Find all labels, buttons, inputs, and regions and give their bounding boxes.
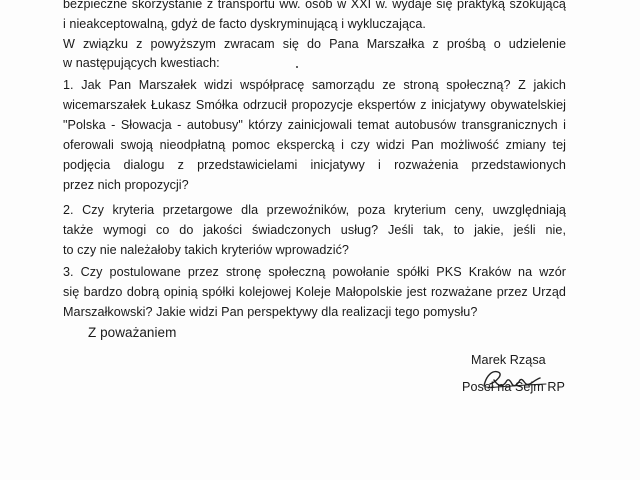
body-line: w następujących kwestiach:: [63, 56, 220, 70]
signatory-title: Poseł na Sejm RP: [462, 380, 565, 394]
scan-speck: [296, 66, 298, 68]
body-line: bezpieczne skorzystanie z transportu ww. osób w XXI w. wydaje się praktyką szokującą: [63, 0, 566, 11]
body-line: i nieakceptowalną, gdyż de facto dyskryminującą i wykluczająca.: [63, 17, 426, 31]
signatory-name: Marek Rząsa: [471, 353, 546, 367]
question-1-line: 1. Jak Pan Marszałek widzi współpracę samorządu ze stroną społeczną? Z jakich: [63, 78, 566, 92]
question-3-line: 3. Czy postulowane przez stronę społeczną powołanie spółki PKS Kraków na wzór: [63, 265, 566, 279]
question-1-line: "Polska - Słowacja - autobusy" którzy zainicjowali temat autobusów transgranicznych i: [63, 118, 566, 132]
question-3-line: Marszałkowski? Jakie widzi Pan perspektywy dla realizacji tego pomysłu?: [63, 305, 478, 319]
body-line: W związku z powyższym zwracam się do Pana Marszałka z prośbą o udzielenie: [63, 37, 566, 51]
question-1-line: wicemarszałek Łukasz Smółka odrzucił propozycje ekspertów z inicjatywy obywatelskiej: [63, 98, 566, 112]
question-2-line: to czy nie należałoby takich kryteriów wprowadzić?: [63, 243, 349, 257]
question-3-line: się bardzo dobrą opinią spółki kolejowej Koleje Małopolskie jest rozważane przez Urząd: [63, 285, 566, 299]
question-1-line: podjęcia dialogu z przedstawicielami inicjatywy i rozważenia przedstawionych: [63, 158, 566, 172]
closing-salutation: Z poważaniem: [88, 325, 177, 340]
question-2-line: 2. Czy kryteria przetargowe dla przewoźników, poza kryterium ceny, uwzględniają: [63, 203, 566, 217]
question-1-line: oferowali swoją nieodpłatną pomoc ekspercką i czy widzi Pan możliwość zmiany tej: [63, 138, 566, 152]
question-1-line: przez nich propozycji?: [63, 178, 189, 192]
question-2-line: także wymogi co do jakości świadczonych usług? Jeśli tak, to jakie, jeśli nie,: [63, 223, 566, 237]
